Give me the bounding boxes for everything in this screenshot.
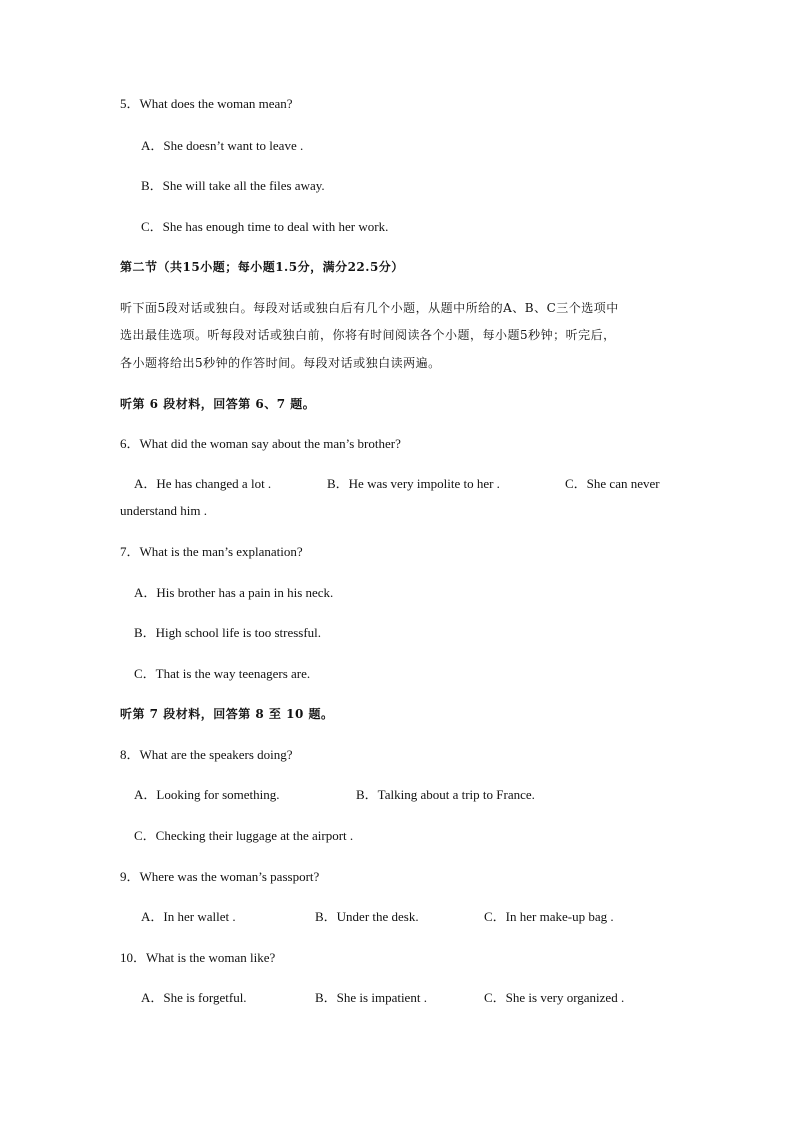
q10-option-c: C．She is very organized . xyxy=(484,990,625,1005)
q10-option-a: A．She is forgetful. xyxy=(141,990,247,1005)
q10-option-b: B．She is impatient . xyxy=(315,990,427,1005)
q6-option-b: B．He was very impolite to her . xyxy=(327,476,500,491)
q6-option-c: C．She can never xyxy=(565,476,660,491)
section2-instruction-line3: 各小题将给出5秒钟的作答时间。每段对话或独白读两遍。 xyxy=(120,356,441,370)
q9-option-b: B．Under the desk. xyxy=(315,909,419,924)
q6-stem: 6．What did the woman say about the man’s brother? xyxy=(120,436,401,451)
q8-option-b: B．Talking about a trip to France. xyxy=(356,787,535,802)
q9-option-a: A．In her wallet . xyxy=(141,909,236,924)
q6-option-c-continued: understand him . xyxy=(120,503,208,518)
q7-option-c: C．That is the way teenagers are. xyxy=(134,666,311,681)
material7-heading: 听第 7 段材料，回答第 8 至 10 题。 xyxy=(120,707,334,721)
section2-instruction-line1: 听下面5段对话或独白。每段对话或独白后有几个小题，从题中所给的A、B、C三个选项中 xyxy=(120,301,619,315)
q8-stem: 8．What are the speakers doing? xyxy=(120,747,293,762)
q9-stem: 9．Where was the woman’s passport? xyxy=(120,869,320,884)
q5-option-a: A．She doesn’t want to leave . xyxy=(141,138,304,153)
q7-option-b: B．High school life is too stressful. xyxy=(134,625,322,640)
q9-option-c: C．In her make-up bag . xyxy=(484,909,614,924)
q8-option-c: C．Checking their luggage at the airport . xyxy=(134,828,354,843)
q7-option-a: A．His brother has a pain in his neck. xyxy=(134,585,334,600)
q10-stem: 10．What is the woman like? xyxy=(120,950,276,965)
q5-option-c: C．She has enough time to deal with her work. xyxy=(141,219,389,234)
q5-option-b: B．She will take all the files away. xyxy=(141,178,325,193)
q7-stem: 7．What is the man’s explanation? xyxy=(120,544,303,559)
section2-heading: 第二节（共15小题；每小题1.5分，满分22.5分） xyxy=(120,260,404,274)
material6-heading: 听第 6 段材料，回答第 6、7 题。 xyxy=(120,397,316,411)
q6-option-a: A．He has changed a lot . xyxy=(134,476,272,491)
q5-stem: 5．What does the woman mean? xyxy=(120,96,293,111)
q8-option-a: A．Looking for something. xyxy=(134,787,280,802)
section2-instruction-line2: 选出最佳选项。听每段对话或独白前，你将有时间阅读各个小题，每小题5秒钟；听完后， xyxy=(120,328,616,342)
